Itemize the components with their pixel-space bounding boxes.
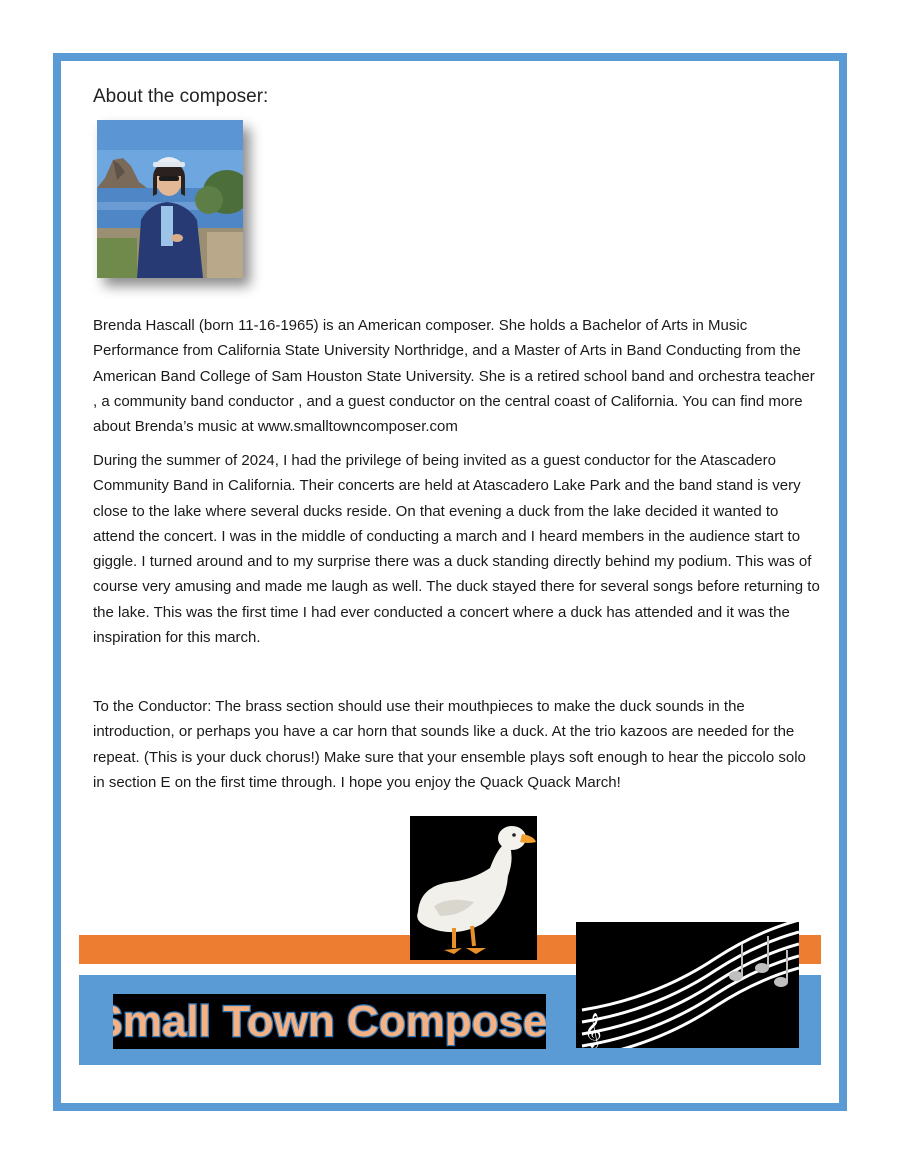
section-heading: About the composer: xyxy=(93,86,269,107)
music-staff-image xyxy=(576,922,799,1048)
duck-story: During the summer of 2024, I had the privilege of being invited as a guest conductor for the Atascadero Community Band in California. Their concerts are held at Atascadero Lake Park and the band stand is very close to the lake where several ducks reside. On that evening a duck from the lake decided it wanted to attend the concert. I was in the middle of conducting a march and I heard members in the audience start to giggle. I turned around and to my surprise there was a duck standing directly behind my podium. This was of course very amusing and made me laugh as well. The duck stayed there for several songs before returning to the lake. This was the first time I had ever conducted a concert where a duck has attended and it was the inspiration for this march. xyxy=(93,452,820,647)
conductor-notes: To the Conductor: The brass section should use their mouthpieces to make the duck sounds in the introduction, or perhaps you have a car horn that sounds like a duck. At the trio kazoos are needed for the repeat. (This is your duck chorus!) Make sure that your ensemble plays soft enough to hear the piccolo solo in section E on the first time through. I hope you enjoy the Quack Quack March! xyxy=(93,698,806,791)
logo-text: Small Town Composer xyxy=(113,997,546,1046)
small-town-composer-logo xyxy=(113,994,546,1049)
treble-clef-icon: 𝄞 xyxy=(584,1013,602,1048)
composer-photo xyxy=(97,120,243,278)
composer-bio: Brenda Hascall (born 11-16-1965) is an American composer. She holds a Bachelor of Arts in Music Performance from California State University Northridge, and a Master of Arts in Band Conducting from the American Band College of Sam Houston State University. She is a retired school band and orchestra teacher , a community band conductor , and a guest conductor on the central coast of California. You can find more about Brenda’s music at www.smalltowncomposer.com xyxy=(93,317,815,436)
duck-image xyxy=(410,816,537,960)
